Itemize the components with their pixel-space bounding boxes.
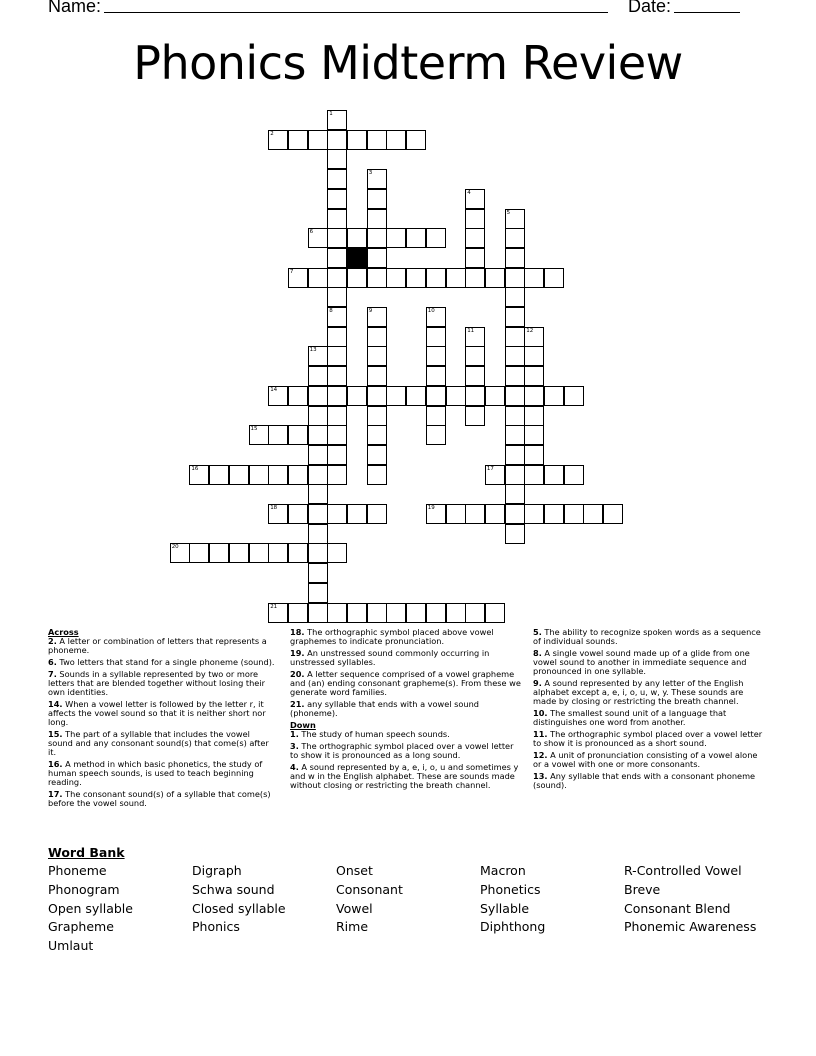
answer-cell[interactable] bbox=[327, 169, 347, 189]
answer-cell[interactable] bbox=[327, 307, 347, 327]
answer-cell[interactable] bbox=[308, 484, 328, 504]
clue-number: 8 bbox=[329, 308, 333, 314]
answer-cell[interactable] bbox=[603, 504, 623, 524]
clue-text: The ability to recognize spoken words as a sequence of individual sounds. bbox=[533, 627, 761, 646]
clue-number: 16 bbox=[191, 465, 199, 472]
clue-item bbox=[48, 700, 276, 727]
answer-cell[interactable] bbox=[564, 504, 584, 524]
answer-cell[interactable] bbox=[308, 504, 328, 524]
clue-number: 18 bbox=[270, 505, 278, 511]
answer-cell[interactable] bbox=[485, 465, 505, 485]
word-bank-item: Open syllable bbox=[48, 900, 133, 916]
word-bank-item: Schwa sound bbox=[192, 881, 275, 897]
across-heading: Across bbox=[48, 627, 79, 637]
answer-cell[interactable] bbox=[367, 406, 387, 426]
answer-cell[interactable] bbox=[426, 386, 446, 406]
answer-cell[interactable] bbox=[446, 268, 466, 288]
answer-cell[interactable] bbox=[544, 386, 564, 406]
answer-cell[interactable] bbox=[268, 543, 288, 563]
answer-cell[interactable] bbox=[524, 406, 544, 426]
answer-cell[interactable] bbox=[524, 346, 544, 366]
answer-cell[interactable] bbox=[327, 346, 347, 366]
answer-cell[interactable] bbox=[367, 130, 387, 150]
answer-cell[interactable] bbox=[189, 465, 209, 485]
answer-cell[interactable] bbox=[288, 504, 308, 524]
answer-cell[interactable] bbox=[367, 366, 387, 386]
clue-num: 18. bbox=[290, 627, 305, 637]
answer-cell[interactable] bbox=[485, 504, 505, 524]
answer-cell[interactable] bbox=[367, 386, 387, 406]
answer-cell[interactable] bbox=[446, 603, 466, 623]
answer-cell[interactable] bbox=[524, 425, 544, 445]
word-bank-item: Diphthong bbox=[480, 919, 546, 935]
answer-cell[interactable] bbox=[406, 386, 426, 406]
clue-number: 21 bbox=[270, 603, 278, 610]
clue-item bbox=[533, 730, 763, 748]
clues-column-3 bbox=[533, 628, 763, 793]
clue-text: An unstressed sound commonly occurring in unstressed syllables. bbox=[290, 648, 490, 667]
answer-cell[interactable] bbox=[367, 445, 387, 465]
answer-cell[interactable] bbox=[288, 425, 308, 445]
clue-text: any syllable that ends with a vowel sound (phoneme). bbox=[290, 699, 479, 718]
answer-cell[interactable] bbox=[426, 504, 446, 524]
clue-num: 16. bbox=[48, 759, 63, 769]
answer-cell[interactable] bbox=[268, 603, 288, 623]
answer-cell[interactable] bbox=[308, 603, 328, 623]
answer-cell[interactable] bbox=[229, 543, 249, 563]
answer-cell[interactable] bbox=[308, 366, 328, 386]
answer-cell[interactable] bbox=[209, 465, 229, 485]
word-bank-item: Phonogram bbox=[48, 881, 120, 897]
clue-number: 10 bbox=[427, 308, 435, 314]
answer-cell[interactable] bbox=[308, 524, 328, 544]
answer-cell[interactable] bbox=[524, 445, 544, 465]
answer-cell[interactable] bbox=[249, 425, 269, 445]
clue-text: A letter sequence comprised of a vowel grapheme and (an) ending consonant grapheme(s). From these we generate word families. bbox=[290, 669, 521, 697]
answer-cell[interactable] bbox=[426, 346, 446, 366]
answer-cell[interactable] bbox=[249, 465, 269, 485]
answer-cell[interactable] bbox=[288, 603, 308, 623]
answer-cell[interactable] bbox=[327, 268, 347, 288]
answer-cell[interactable] bbox=[367, 169, 387, 189]
answer-cell[interactable] bbox=[327, 209, 347, 229]
answer-cell[interactable] bbox=[564, 465, 584, 485]
answer-cell[interactable] bbox=[327, 110, 347, 130]
answer-cell[interactable] bbox=[386, 268, 406, 288]
answer-cell[interactable] bbox=[465, 346, 485, 366]
clue-text: The smallest sound unit of a language that distinguishes one word from another. bbox=[533, 708, 727, 727]
answer-cell[interactable] bbox=[505, 445, 525, 465]
clue-num: 5. bbox=[533, 627, 542, 637]
clue-num: 13. bbox=[533, 771, 548, 781]
clue-item bbox=[290, 628, 522, 646]
word-bank-item: Phonics bbox=[192, 919, 240, 935]
answer-cell[interactable] bbox=[367, 425, 387, 445]
clue-num: 19. bbox=[290, 648, 305, 658]
clue-number: 3 bbox=[368, 170, 373, 177]
word-bank bbox=[48, 862, 778, 956]
word-bank-item: Phonemic Awareness bbox=[624, 919, 757, 935]
answer-cell[interactable] bbox=[308, 543, 328, 563]
answer-cell[interactable] bbox=[505, 504, 525, 524]
answer-cell[interactable] bbox=[505, 366, 525, 386]
answer-cell[interactable] bbox=[505, 307, 525, 327]
answer-cell[interactable] bbox=[583, 504, 603, 524]
answer-cell[interactable] bbox=[229, 465, 249, 485]
clue-text: The part of a syllable that includes the vowel sound and any consonant sound(s) that come(s) after it. bbox=[48, 729, 269, 757]
clue-num: 2. bbox=[48, 636, 57, 646]
answer-cell[interactable] bbox=[505, 209, 525, 229]
answer-cell[interactable] bbox=[426, 425, 446, 445]
clue-item bbox=[48, 760, 276, 787]
clue-num: 17. bbox=[48, 789, 63, 799]
answer-cell[interactable] bbox=[347, 603, 367, 623]
answer-cell[interactable] bbox=[347, 228, 367, 248]
answer-cell[interactable] bbox=[308, 465, 328, 485]
answer-cell[interactable] bbox=[465, 406, 485, 426]
answer-cell[interactable] bbox=[288, 386, 308, 406]
answer-cell[interactable] bbox=[327, 228, 347, 248]
answer-cell[interactable] bbox=[524, 465, 544, 485]
clue-item bbox=[48, 730, 276, 757]
answer-cell[interactable] bbox=[505, 406, 525, 426]
answer-cell[interactable] bbox=[367, 465, 387, 485]
clues-column-2 bbox=[290, 628, 522, 793]
clue-item bbox=[290, 670, 522, 697]
clue-text: A single vowel sound made up of a glide from one vowel sound to another in immediate sequence and pronounced in one syllable. bbox=[533, 648, 750, 676]
word-bank-item: Consonant Blend bbox=[624, 900, 731, 916]
clue-number: 15 bbox=[250, 426, 258, 433]
clue-num: 1. bbox=[290, 729, 299, 739]
answer-cell[interactable] bbox=[446, 386, 466, 406]
clue-text: Sounds in a syllable represented by two or more letters that are blended together without losing their own identities. bbox=[48, 669, 265, 697]
clue-text: Two letters that stand for a single phoneme (sound). bbox=[59, 657, 275, 667]
answer-cell[interactable] bbox=[426, 327, 446, 347]
answer-cell[interactable] bbox=[327, 425, 347, 445]
word-bank-item: Closed syllable bbox=[192, 900, 286, 916]
answer-cell[interactable] bbox=[308, 130, 328, 150]
page-title: Phonics Midterm Review bbox=[133, 36, 683, 90]
answer-cell[interactable] bbox=[426, 406, 446, 426]
clue-num: 14. bbox=[48, 699, 63, 709]
answer-cell[interactable] bbox=[426, 228, 446, 248]
word-bank-title: Word Bank bbox=[48, 845, 125, 860]
clue-text: Any syllable that ends with a consonant phoneme (sound). bbox=[533, 771, 756, 790]
clue-item bbox=[290, 730, 522, 739]
answer-cell[interactable] bbox=[367, 327, 387, 347]
word-bank-item: Vowel bbox=[336, 900, 373, 916]
word-bank-item: Consonant bbox=[336, 881, 403, 897]
answer-cell[interactable] bbox=[465, 248, 485, 268]
word-bank-item: Syllable bbox=[480, 900, 530, 916]
word-bank-item: Macron bbox=[480, 863, 526, 878]
word-bank-item: Rime bbox=[336, 919, 369, 935]
answer-cell[interactable] bbox=[505, 268, 525, 288]
clue-number: 4 bbox=[467, 189, 471, 196]
answer-cell[interactable] bbox=[524, 268, 544, 288]
clue-number: 20 bbox=[171, 544, 179, 551]
clue-num: 12. bbox=[533, 750, 548, 760]
answer-cell[interactable] bbox=[308, 228, 328, 248]
clue-number: 5 bbox=[506, 209, 511, 216]
word-bank-item: Phonetics bbox=[480, 881, 541, 897]
answer-cell[interactable] bbox=[249, 543, 269, 563]
answer-cell[interactable] bbox=[268, 465, 288, 485]
answer-cell[interactable] bbox=[544, 504, 564, 524]
answer-cell[interactable] bbox=[347, 504, 367, 524]
answer-cell[interactable] bbox=[308, 346, 328, 366]
answer-cell[interactable] bbox=[308, 563, 328, 583]
answer-cell[interactable] bbox=[505, 327, 525, 347]
clue-text: A method in which basic phonetics, the study of human speech sounds, is used to teach beginning reading. bbox=[48, 759, 263, 787]
clues-column-1 bbox=[48, 628, 276, 811]
down-heading: Down bbox=[290, 720, 316, 730]
answer-cell[interactable] bbox=[505, 248, 525, 268]
answer-cell[interactable] bbox=[268, 425, 288, 445]
clue-num: 6. bbox=[48, 657, 57, 667]
clue-num: 9. bbox=[533, 678, 542, 688]
answer-cell[interactable] bbox=[308, 268, 328, 288]
clue-num: 4. bbox=[290, 762, 299, 772]
answer-cell[interactable] bbox=[327, 603, 347, 623]
answer-cell[interactable] bbox=[465, 268, 485, 288]
answer-cell[interactable] bbox=[327, 366, 347, 386]
answer-cell[interactable] bbox=[426, 268, 446, 288]
answer-cell[interactable] bbox=[327, 149, 347, 169]
answer-cell[interactable] bbox=[308, 406, 328, 426]
clue-number: 17 bbox=[486, 465, 494, 472]
answer-cell[interactable] bbox=[465, 327, 485, 347]
answer-cell[interactable] bbox=[367, 268, 387, 288]
clue-text: A sound represented by a, e, i, o, u and sometimes y and w in the English alphabet. These are sounds made without closing or restricting the breath channel. bbox=[290, 762, 519, 790]
answer-cell[interactable] bbox=[367, 603, 387, 623]
word-bank-item: Onset bbox=[336, 863, 373, 878]
answer-cell[interactable] bbox=[465, 189, 485, 209]
clue-item bbox=[48, 670, 276, 697]
answer-cell[interactable] bbox=[268, 386, 288, 406]
answer-cell[interactable] bbox=[308, 386, 328, 406]
answer-cell[interactable] bbox=[505, 484, 525, 504]
name-label: Name: bbox=[48, 0, 102, 16]
word-bank-item: Phoneme bbox=[48, 863, 107, 878]
answer-cell[interactable] bbox=[524, 366, 544, 386]
clue-num: 7. bbox=[48, 669, 57, 679]
answer-cell[interactable] bbox=[524, 327, 544, 347]
answer-cell[interactable] bbox=[327, 445, 347, 465]
answer-cell[interactable] bbox=[367, 248, 387, 268]
clue-text: A letter or combination of letters that represents a phoneme. bbox=[48, 636, 267, 655]
clue-text: The orthographic symbol placed over a vowel letter to show it is pronounced as a short sound. bbox=[533, 729, 763, 748]
answer-cell[interactable] bbox=[327, 189, 347, 209]
answer-cell[interactable] bbox=[465, 209, 485, 229]
answer-cell[interactable] bbox=[485, 268, 505, 288]
clue-item bbox=[48, 637, 276, 655]
answer-cell[interactable] bbox=[564, 386, 584, 406]
clue-num: 10. bbox=[533, 708, 548, 718]
clue-text: The study of human speech sounds. bbox=[301, 729, 450, 739]
answer-cell[interactable] bbox=[327, 327, 347, 347]
answer-cell[interactable] bbox=[327, 386, 347, 406]
answer-cell[interactable] bbox=[288, 268, 308, 288]
answer-cell[interactable] bbox=[367, 209, 387, 229]
answer-cell[interactable] bbox=[347, 386, 367, 406]
clue-item bbox=[533, 772, 763, 790]
word-bank-item: Umlaut bbox=[48, 938, 94, 954]
answer-cell[interactable] bbox=[288, 543, 308, 563]
clue-num: 11. bbox=[533, 729, 548, 739]
answer-cell[interactable] bbox=[505, 287, 525, 307]
answer-cell[interactable] bbox=[544, 268, 564, 288]
answer-cell[interactable] bbox=[505, 425, 525, 445]
answer-cell[interactable] bbox=[327, 287, 347, 307]
word-bank-item: R-Controlled Vowel bbox=[624, 863, 742, 878]
answer-cell[interactable] bbox=[406, 228, 426, 248]
clue-item bbox=[533, 649, 763, 676]
answer-cell[interactable] bbox=[347, 268, 367, 288]
answer-cell[interactable] bbox=[367, 189, 387, 209]
clue-item bbox=[290, 763, 522, 790]
clue-item bbox=[48, 790, 276, 808]
clue-num: 3. bbox=[290, 741, 299, 751]
answer-cell[interactable] bbox=[446, 504, 466, 524]
answer-cell[interactable] bbox=[308, 445, 328, 465]
clue-item bbox=[533, 679, 763, 706]
clue-num: 15. bbox=[48, 729, 63, 739]
clue-item bbox=[533, 628, 763, 646]
answer-cell[interactable] bbox=[406, 130, 426, 150]
answer-cell[interactable] bbox=[505, 346, 525, 366]
answer-cell[interactable] bbox=[505, 386, 525, 406]
answer-cell[interactable] bbox=[465, 386, 485, 406]
answer-cell[interactable] bbox=[367, 504, 387, 524]
clue-text: A sound represented by any letter of the English alphabet except a, e, i, o, u, w, y. These sounds are made by closing or restricting the breath channel. bbox=[533, 678, 744, 706]
answer-cell[interactable] bbox=[524, 386, 544, 406]
clue-item bbox=[533, 709, 763, 727]
answer-cell[interactable] bbox=[308, 425, 328, 445]
clue-number: 12 bbox=[526, 327, 534, 334]
clue-number: 6 bbox=[309, 229, 314, 236]
answer-cell[interactable] bbox=[544, 465, 564, 485]
clue-text: When a vowel letter is followed by the letter r, it affects the vowel sound so that it is neither short nor long. bbox=[48, 699, 266, 727]
answer-cell[interactable] bbox=[209, 543, 229, 563]
word-bank-item: Grapheme bbox=[48, 919, 114, 935]
clue-num: 20. bbox=[290, 669, 305, 679]
answer-cell[interactable] bbox=[288, 130, 308, 150]
clue-number: 1 bbox=[329, 111, 333, 117]
answer-cell[interactable] bbox=[367, 346, 387, 366]
date-label: Date: bbox=[628, 0, 672, 16]
clue-item bbox=[290, 649, 522, 667]
answer-cell[interactable] bbox=[426, 603, 446, 623]
answer-cell[interactable] bbox=[268, 130, 288, 150]
clue-item bbox=[290, 742, 522, 760]
clue-number: 7 bbox=[289, 268, 294, 275]
clue-item bbox=[290, 700, 522, 718]
word-bank-item: Digraph bbox=[192, 863, 242, 878]
clue-num: 21. bbox=[290, 699, 305, 709]
clue-number: 11 bbox=[467, 327, 475, 334]
clue-number: 9 bbox=[368, 308, 373, 314]
answer-cell[interactable] bbox=[327, 543, 347, 563]
clue-number: 14 bbox=[270, 386, 278, 393]
answer-cell[interactable] bbox=[386, 386, 406, 406]
answer-cell[interactable] bbox=[406, 603, 426, 623]
answer-cell[interactable] bbox=[189, 543, 209, 563]
answer-cell[interactable] bbox=[465, 228, 485, 248]
answer-cell[interactable] bbox=[268, 504, 288, 524]
clue-text: The orthographic symbol placed over a vowel letter to show it is pronounced as a long sound. bbox=[290, 741, 514, 760]
clue-number: 13 bbox=[309, 347, 317, 354]
answer-cell[interactable] bbox=[505, 524, 525, 544]
clue-text: A unit of pronunciation consisting of a vowel alone or a vowel with one or more consonants. bbox=[533, 750, 758, 769]
answer-cell[interactable] bbox=[386, 130, 406, 150]
answer-cell[interactable] bbox=[327, 504, 347, 524]
answer-cell[interactable] bbox=[505, 228, 525, 248]
answer-cell[interactable] bbox=[327, 406, 347, 426]
answer-cell[interactable] bbox=[465, 366, 485, 386]
answer-cell[interactable] bbox=[386, 603, 406, 623]
answer-cell[interactable] bbox=[367, 307, 387, 327]
word-bank-item: Breve bbox=[624, 881, 661, 897]
answer-cell[interactable] bbox=[327, 248, 347, 268]
clue-num: 8. bbox=[533, 648, 542, 658]
answer-cell[interactable] bbox=[347, 130, 367, 150]
answer-cell[interactable] bbox=[327, 465, 347, 485]
answer-cell[interactable] bbox=[465, 603, 485, 623]
answer-cell[interactable] bbox=[170, 543, 190, 563]
answer-cell[interactable] bbox=[485, 603, 505, 623]
clue-text: The consonant sound(s) of a syllable that come(s) before the vowel sound. bbox=[48, 789, 271, 808]
answer-cell[interactable] bbox=[367, 228, 387, 248]
clue-number: 19 bbox=[427, 505, 435, 511]
answer-cell[interactable] bbox=[505, 465, 525, 485]
answer-cell[interactable] bbox=[288, 465, 308, 485]
answer-cell[interactable] bbox=[406, 268, 426, 288]
clue-number: 2 bbox=[270, 130, 274, 137]
clue-item bbox=[48, 658, 276, 667]
answer-cell[interactable] bbox=[485, 386, 505, 406]
answer-cell[interactable] bbox=[386, 228, 406, 248]
answer-cell[interactable] bbox=[465, 504, 485, 524]
clue-text: The orthographic symbol placed above vowel graphemes to indicate pronunciation. bbox=[290, 627, 494, 646]
answer-cell[interactable] bbox=[308, 583, 328, 603]
answer-cell[interactable] bbox=[426, 366, 446, 386]
answer-cell[interactable] bbox=[524, 504, 544, 524]
answer-cell[interactable] bbox=[426, 307, 446, 327]
clue-item bbox=[533, 751, 763, 769]
black-cell bbox=[347, 248, 367, 268]
answer-cell[interactable] bbox=[327, 130, 347, 150]
